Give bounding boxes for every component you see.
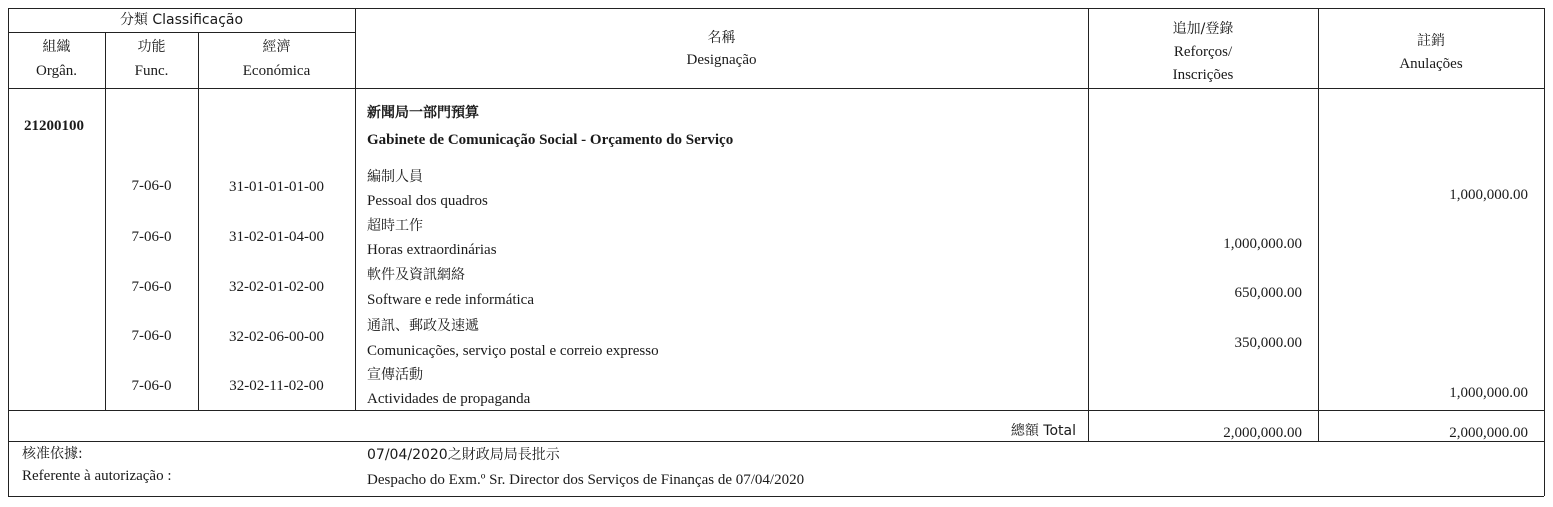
econ-code: 31-02-01-04-00 [229, 229, 324, 245]
func-code: 7-06-0 [131, 328, 172, 344]
item-name-zh: 編制人員 [367, 169, 423, 185]
item-name-zh: 宣傳活動 [367, 367, 423, 383]
reinforcement-amount: 350,000.00 [1234, 335, 1302, 351]
item-name-pt: Software e rede informática [367, 292, 534, 308]
col-divider-func [198, 32, 199, 410]
authorization-label-zh: 核准依據: [22, 446, 83, 462]
organ-header-zh: 組織 [42, 39, 71, 55]
cancellation-amount: 1,000,000.00 [1449, 187, 1528, 203]
table-border-bottom [8, 496, 1544, 497]
total-reinforcement: 2,000,000.00 [1223, 425, 1302, 441]
func-header-pt: Func. [134, 63, 169, 79]
organ-header-pt: Orgân. [36, 63, 77, 79]
func-code: 7-06-0 [131, 229, 172, 245]
designation-header-zh: 名稱 [707, 30, 736, 46]
classification-header: 分類 Classificação [119, 12, 244, 28]
econ-code: 32-02-01-02-00 [229, 279, 324, 295]
body-bottom-rule [8, 410, 1544, 411]
authorization-text-pt: Despacho do Exm.º Sr. Director dos Serviços de Finanças de 07/04/2020 [367, 472, 805, 488]
item-name-zh: 軟件及資訊網絡 [367, 267, 465, 283]
section-title-pt: Gabinete de Comunicação Social - Orçamento do Serviço [367, 132, 734, 148]
classification-divider [8, 32, 355, 33]
organ-code: 21200100 [24, 118, 84, 134]
header-bottom-rule [8, 88, 1544, 89]
econ-code: 32-02-11-02-00 [229, 378, 324, 394]
func-code: 7-06-0 [131, 279, 172, 295]
reinforcement-amount: 1,000,000.00 [1223, 236, 1302, 252]
item-name-pt: Actividades de propaganda [367, 391, 531, 407]
reinforcement-amount: 650,000.00 [1234, 285, 1302, 301]
func-code: 7-06-0 [131, 178, 172, 194]
item-name-zh: 超時工作 [367, 218, 423, 234]
total-bottom-rule [8, 441, 1544, 442]
cancellation-amount: 1,000,000.00 [1449, 385, 1528, 401]
econ-header-pt: Económica [242, 63, 311, 79]
econ-code: 32-02-06-00-00 [229, 329, 324, 345]
econ-header-zh: 經濟 [262, 39, 291, 55]
authorization-label-pt: Referente à autorização : [22, 468, 172, 484]
authorization-text-zh: 07/04/2020之財政局局長批示 [367, 447, 560, 463]
item-name-pt: Horas extraordinárias [367, 242, 497, 258]
table-border-top [8, 8, 1544, 9]
section-title-zh: 新聞局一部門預算 [367, 105, 479, 121]
reinforcement-header-zh: 追加/登錄 [1172, 21, 1234, 37]
cancellation-header-zh: 註銷 [1417, 33, 1445, 49]
cancellation-header-pt: Anulações [1399, 56, 1463, 72]
item-name-zh: 通訊、郵政及速遞 [367, 318, 479, 334]
func-header-zh: 功能 [137, 39, 166, 55]
table-border-right [1544, 8, 1545, 496]
total-cancellation: 2,000,000.00 [1449, 425, 1528, 441]
item-name-pt: Comunicações, serviço postal e correio expresso [367, 343, 659, 359]
reinforcement-header-pt-1: Reforços/ [1173, 44, 1233, 60]
col-divider-organ [105, 32, 106, 410]
designation-header-pt: Designação [686, 52, 757, 68]
func-code: 7-06-0 [131, 378, 172, 394]
econ-code: 31-01-01-01-00 [229, 179, 324, 195]
item-name-pt: Pessoal dos quadros [367, 193, 488, 209]
total-label: 總額 Total [1010, 423, 1076, 439]
reinforcement-header-pt-2: Inscrições [1172, 67, 1234, 83]
table-border-left [8, 8, 9, 496]
